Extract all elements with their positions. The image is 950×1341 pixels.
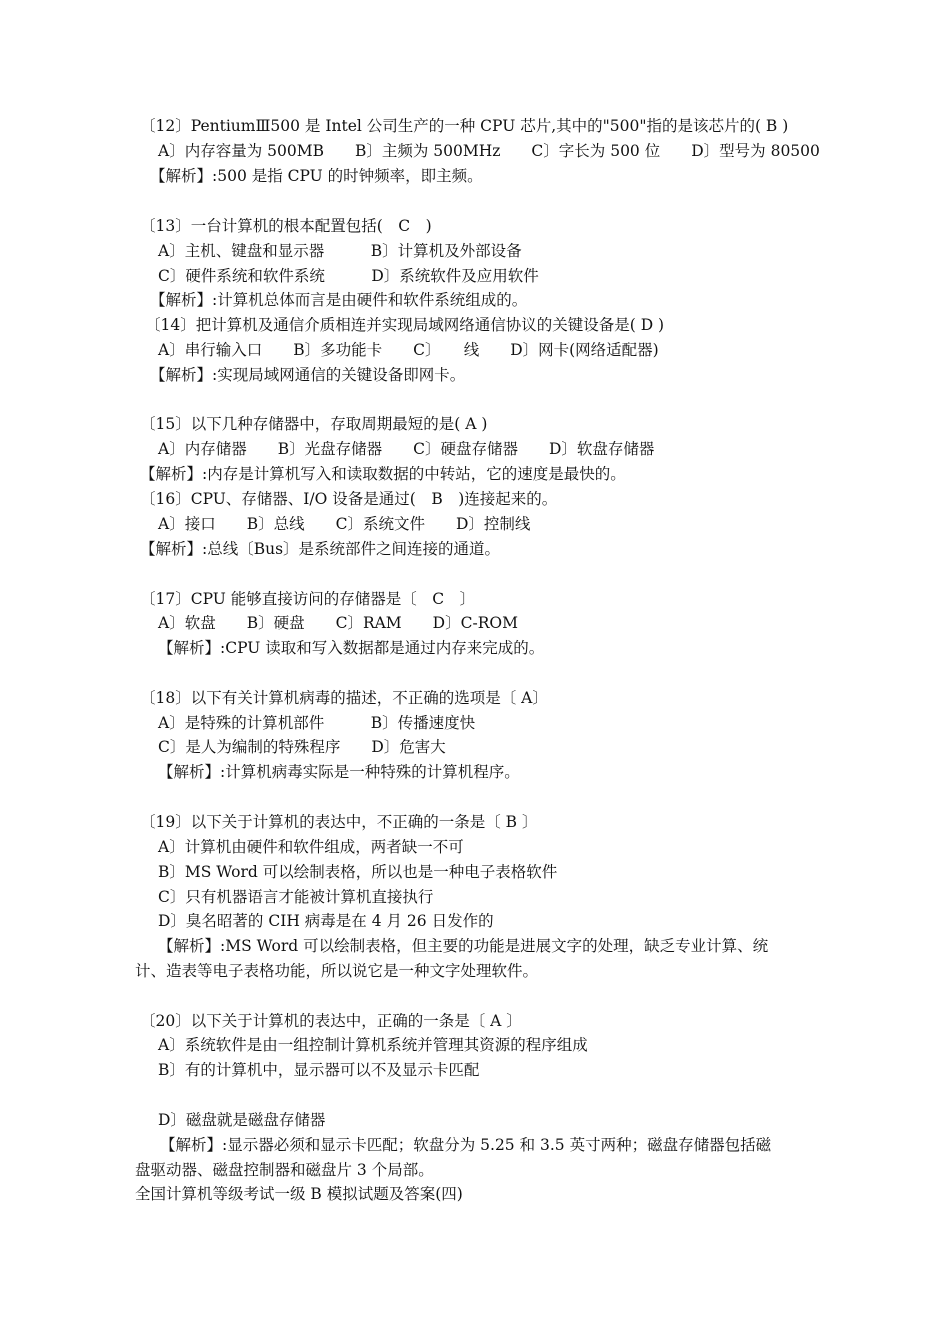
q15-analysis: 【解析】:内存是计算机写入和读取数据的中转站，它的速度是最快的。 xyxy=(140,465,626,483)
q18-analysis: 【解析】:计算机病毒实际是一种特殊的计算机程序。 xyxy=(158,763,520,781)
q18-options-row1: A〕是特殊的计算机部件 B〕传播速度快 xyxy=(158,714,476,732)
q19-option-d: D〕臭名昭著的 CIH 病毒是在 4 月 26 日发作的 xyxy=(158,912,494,930)
q15-question: 〔15〕以下几种存储器中，存取周期最短的是( A ) xyxy=(140,415,488,433)
q12-question: 〔12〕PentiumⅢ500 是 Intel 公司生产的一种 CPU 芯片,其中的"500"指的是该芯片的( B ) xyxy=(140,117,789,135)
q20-option-a: A〕系统软件是由一组控制计算机系统并管理其资源的程序组成 xyxy=(158,1036,588,1054)
q17-analysis: 【解析】:CPU 读取和写入数据都是通过内存来完成的。 xyxy=(158,639,545,657)
q13-options-row2: C〕硬件系统和软件系统 D〕系统软件及应用软件 xyxy=(158,267,539,285)
q13-analysis: 【解析】:计算机总体而言是由硬件和软件系统组成的。 xyxy=(150,291,528,309)
q18-options-row2: C〕是人为编制的特殊程序 D〕危害大 xyxy=(158,738,446,756)
q19-option-a: A〕计算机由硬件和软件组成，两者缺一不可 xyxy=(158,838,464,856)
q12-analysis: 【解析】:500 是指 CPU 的时钟频率，即主频。 xyxy=(150,167,483,185)
q19-analysis-line2: 计、造表等电子表格功能，所以说它是一种文字处理软件。 xyxy=(135,962,539,980)
q20-option-b: B〕有的计算机中，显示器可以不及显示卡匹配 xyxy=(158,1061,480,1079)
q17-question: 〔17〕CPU 能够直接访问的存储器是〔 C 〕 xyxy=(140,590,476,608)
q18-question: 〔18〕以下有关计算机病毒的描述，不正确的选项是〔 A〕 xyxy=(140,689,548,707)
q20-option-d: D〕磁盘就是磁盘存储器 xyxy=(158,1111,326,1129)
q16-analysis: 【解析】:总线〔Bus〕是系统部件之间连接的通道。 xyxy=(140,540,501,558)
q20-analysis-line2: 盘驱动器、磁盘控制器和磁盘片 3 个局部。 xyxy=(135,1161,434,1179)
q14-options: A〕串行输入口 B〕多功能卡 C〕 线 D〕网卡(网络适配器) xyxy=(158,341,659,359)
q20-analysis-line1: 【解析】:显示器必须和显示卡匹配；软盘分为 5.25 和 3.5 英寸两种；磁盘存储器包括磁 xyxy=(160,1136,772,1154)
q19-question: 〔19〕以下关于计算机的表达中，不正确的一条是〔 B 〕 xyxy=(140,813,538,831)
q19-option-b: B〕MS Word 可以绘制表格，所以也是一种电子表格软件 xyxy=(158,863,558,881)
section-title: 全国计算机等级考试一级 B 模拟试题及答案(四) xyxy=(135,1185,463,1203)
q13-question: 〔13〕一台计算机的根本配置包括( C ) xyxy=(140,217,432,235)
q14-analysis: 【解析】:实现局域网通信的关键设备即网卡。 xyxy=(150,366,466,384)
q19-option-c: C〕只有机器语言才能被计算机直接执行 xyxy=(158,888,434,906)
q16-question: 〔16〕CPU、存储器、I/O 设备是通过( B )连接起来的。 xyxy=(140,490,558,508)
q16-options: A〕接口 B〕总线 C〕系统文件 D〕控制线 xyxy=(158,515,531,533)
q20-question: 〔20〕以下关于计算机的表达中，正确的一条是〔 A 〕 xyxy=(140,1012,522,1030)
q15-options: A〕内存储器 B〕光盘存储器 C〕硬盘存储器 D〕软盘存储器 xyxy=(158,440,655,458)
q19-analysis-line1: 【解析】:MS Word 可以绘制表格，但主要的功能是进展文字的处理，缺乏专业计算、统 xyxy=(158,937,769,955)
q14-question: 〔14〕把计算机及通信介质相连并实现局域网络通信协议的关键设备是( D ) xyxy=(145,316,665,334)
q12-options: A〕内存容量为 500MB B〕主频为 500MHz C〕字长为 500 位 D〕型号为 80500 xyxy=(158,142,820,160)
q13-options-row1: A〕主机、键盘和显示器 B〕计算机及外部设备 xyxy=(158,242,522,260)
q17-options: A〕软盘 B〕硬盘 C〕RAM D〕C-ROM xyxy=(158,614,518,632)
